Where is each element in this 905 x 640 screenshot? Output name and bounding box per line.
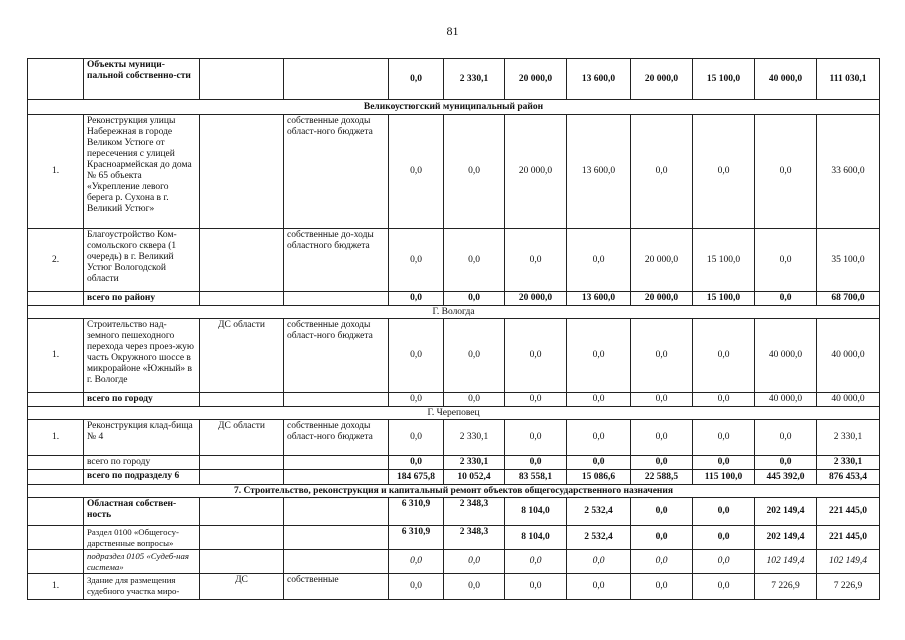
value-cell: 0,0 (631, 526, 693, 550)
value-cell: 0,0 (389, 229, 444, 292)
table-row (28, 550, 880, 574)
name-cell: Строительство над-земного пешеходного перехода через проез-жую часть Окружного шоссе в микрорайоне «Южный» в г. Вологде (84, 319, 200, 393)
value-cell: 0,0 (693, 393, 755, 407)
value-cell: 0,0 (631, 456, 693, 470)
source-cell: собственные (284, 574, 389, 600)
page-number: 81 (446, 24, 459, 38)
value-cell: 0,0 (567, 574, 631, 600)
value-cell: 0,0 (505, 420, 567, 456)
table-row (28, 498, 880, 526)
value-cell: 0,0 (693, 319, 755, 393)
value-cell: 20 000,0 (631, 59, 693, 100)
value-cell: 0,0 (444, 229, 505, 292)
value-cell: 0,0 (567, 393, 631, 407)
table-row (28, 292, 880, 306)
value-cell: 0,0 (389, 420, 444, 456)
value-cell: 0,0 (755, 229, 817, 292)
value-cell: 0,0 (693, 115, 755, 229)
value-cell: 0,0 (389, 319, 444, 393)
value-cell: 0,0 (389, 456, 444, 470)
table-row (28, 115, 880, 229)
value-cell: 221 445,0 (817, 498, 880, 526)
value-cell: 0,0 (631, 393, 693, 407)
table-row (28, 456, 880, 470)
value-cell: 20 000,0 (631, 229, 693, 292)
value-cell: 0,0 (567, 319, 631, 393)
value-cell: 6 310,9 (389, 526, 444, 550)
source-cell: собственные доходы област-ного бюджета (284, 319, 389, 393)
value-cell: 0,0 (631, 319, 693, 393)
dept-cell: ДС области (200, 319, 284, 393)
value-cell: 13 600,0 (567, 115, 631, 229)
name-cell: всего по городу (84, 393, 200, 407)
value-cell: 115 100,0 (693, 470, 755, 485)
value-cell: 0,0 (505, 319, 567, 393)
value-cell: 0,0 (389, 574, 444, 600)
value-cell: 40 000,0 (755, 393, 817, 407)
value-cell: 6 310,9 (389, 498, 444, 526)
name-cell: Благоустройство Ком-сомольского сквера (1 очередь) в г. Великий Устюг Вологодской области (84, 229, 200, 292)
value-cell: 0,0 (505, 229, 567, 292)
value-cell: 22 588,5 (631, 470, 693, 485)
value-cell: 0,0 (505, 393, 567, 407)
table-row (28, 574, 880, 600)
value-cell: 0,0 (755, 456, 817, 470)
value-cell: 0,0 (631, 115, 693, 229)
value-cell: 8 104,0 (505, 498, 567, 526)
idx-cell: 1. (28, 420, 84, 456)
value-cell: 2 330,1 (444, 59, 505, 100)
value-cell: 68 700,0 (817, 292, 880, 306)
value-cell: 0,0 (505, 456, 567, 470)
idx-cell: 1. (28, 115, 84, 229)
value-cell: 20 000,0 (505, 292, 567, 306)
name-cell: Реконструкция улицы Набережная в городе Великом Устюге от пересечения с улицей Красноармейская до дома № 65 объекта «Укрепление левого берега р. Сухона в г. Великий Устюг» (84, 115, 200, 229)
value-cell: 184 675,8 (389, 470, 444, 485)
value-cell: 0,0 (693, 456, 755, 470)
idx-cell: 1. (28, 574, 84, 600)
value-cell: 2 330,1 (817, 420, 880, 456)
table-row (28, 420, 880, 456)
table-row (28, 526, 880, 550)
value-cell: 2 330,1 (444, 420, 505, 456)
name-cell: Объекты муници-пальной собственно-сти (84, 59, 200, 100)
idx-cell (28, 59, 84, 100)
value-cell: 0,0 (567, 550, 631, 574)
value-cell: 13 600,0 (567, 292, 631, 306)
value-cell: 15 100,0 (693, 59, 755, 100)
value-cell: 0,0 (567, 420, 631, 456)
name-cell: Реконструкция клад-бища № 4 (84, 420, 200, 456)
city-heading: Г. Череповец (28, 407, 880, 420)
value-cell: 2 348,3 (444, 498, 505, 526)
value-cell: 102 149,4 (755, 550, 817, 574)
value-cell: 15 100,0 (693, 229, 755, 292)
dept-cell: ДС области (200, 420, 284, 456)
value-cell: 0,0 (444, 550, 505, 574)
value-cell: 0,0 (505, 574, 567, 600)
value-cell: 0,0 (755, 115, 817, 229)
table-row (28, 229, 880, 292)
value-cell: 0,0 (389, 59, 444, 100)
value-cell: 7 226,9 (817, 574, 880, 600)
value-cell: 0,0 (755, 292, 817, 306)
value-cell: 0,0 (631, 498, 693, 526)
value-cell: 0,0 (444, 393, 505, 407)
budget-table (27, 58, 880, 600)
idx-cell: 1. (28, 319, 84, 393)
dept-cell: ДС (200, 574, 284, 600)
value-cell: 13 600,0 (567, 59, 631, 100)
value-cell: 0,0 (567, 456, 631, 470)
value-cell: 0,0 (693, 574, 755, 600)
value-cell: 8 104,0 (505, 526, 567, 550)
value-cell: 102 149,4 (817, 550, 880, 574)
value-cell: 2 532,4 (567, 526, 631, 550)
value-cell: 83 558,1 (505, 470, 567, 485)
table-row (28, 59, 880, 100)
value-cell: 0,0 (631, 420, 693, 456)
value-cell: 2 532,4 (567, 498, 631, 526)
name-cell: подраздел 0105 «Судеб-ная система» (84, 550, 200, 574)
value-cell: 445 392,0 (755, 470, 817, 485)
value-cell: 2 348,3 (444, 526, 505, 550)
value-cell: 0,0 (631, 574, 693, 600)
name-cell: всего по району (84, 292, 200, 306)
source-cell: собственные доходы област-ного бюджета (284, 115, 389, 229)
section-heading: Великоустюгский муниципальный район (28, 100, 880, 115)
value-cell: 0,0 (389, 393, 444, 407)
value-cell: 15 086,6 (567, 470, 631, 485)
source-cell: собственные до-ходы областного бюджета (284, 229, 389, 292)
value-cell: 40 000,0 (755, 59, 817, 100)
value-cell: 0,0 (444, 319, 505, 393)
value-cell: 202 149,4 (755, 498, 817, 526)
value-cell: 10 052,4 (444, 470, 505, 485)
idx-cell: 2. (28, 229, 84, 292)
value-cell: 40 000,0 (817, 393, 880, 407)
city-heading: Г. Вологда (28, 306, 880, 319)
value-cell: 0,0 (693, 550, 755, 574)
value-cell: 0,0 (444, 574, 505, 600)
value-cell: 0,0 (389, 292, 444, 306)
value-cell: 33 600,0 (817, 115, 880, 229)
value-cell: 20 000,0 (505, 115, 567, 229)
value-cell: 0,0 (693, 420, 755, 456)
name-cell: всего по подразделу 6 (84, 470, 200, 485)
table-row (28, 393, 880, 407)
name-cell: Раздел 0100 «Общегосу-дарственные вопросы» (84, 526, 200, 550)
name-cell: Областная собствен-ность (84, 498, 200, 526)
source-cell: собственные доходы област-ного бюджета (284, 420, 389, 456)
value-cell: 40 000,0 (755, 319, 817, 393)
value-cell: 35 100,0 (817, 229, 880, 292)
value-cell: 221 445,0 (817, 526, 880, 550)
value-cell: 202 149,4 (755, 526, 817, 550)
value-cell: 876 453,4 (817, 470, 880, 485)
value-cell: 0,0 (567, 229, 631, 292)
value-cell: 0,0 (389, 115, 444, 229)
name-cell: всего по городу (84, 456, 200, 470)
value-cell: 2 330,1 (444, 456, 505, 470)
value-cell: 0,0 (755, 420, 817, 456)
value-cell: 0,0 (693, 498, 755, 526)
value-cell: 111 030,1 (817, 59, 880, 100)
value-cell: 2 330,1 (817, 456, 880, 470)
table-row (28, 319, 880, 393)
value-cell: 7 226,9 (755, 574, 817, 600)
value-cell: 0,0 (444, 292, 505, 306)
value-cell: 40 000,0 (817, 319, 880, 393)
value-cell: 15 100,0 (693, 292, 755, 306)
value-cell: 20 000,0 (631, 292, 693, 306)
value-cell: 0,0 (389, 550, 444, 574)
section-heading: 7. Строительство, реконструкция и капитальный ремонт объектов общегосударственного назначения (28, 485, 880, 498)
value-cell: 0,0 (444, 115, 505, 229)
value-cell: 0,0 (631, 550, 693, 574)
value-cell: 0,0 (693, 526, 755, 550)
value-cell: 20 000,0 (505, 59, 567, 100)
value-cell: 0,0 (505, 550, 567, 574)
name-cell: Здание для размещения судебного участка миро- (84, 574, 200, 600)
table-row (28, 470, 880, 485)
